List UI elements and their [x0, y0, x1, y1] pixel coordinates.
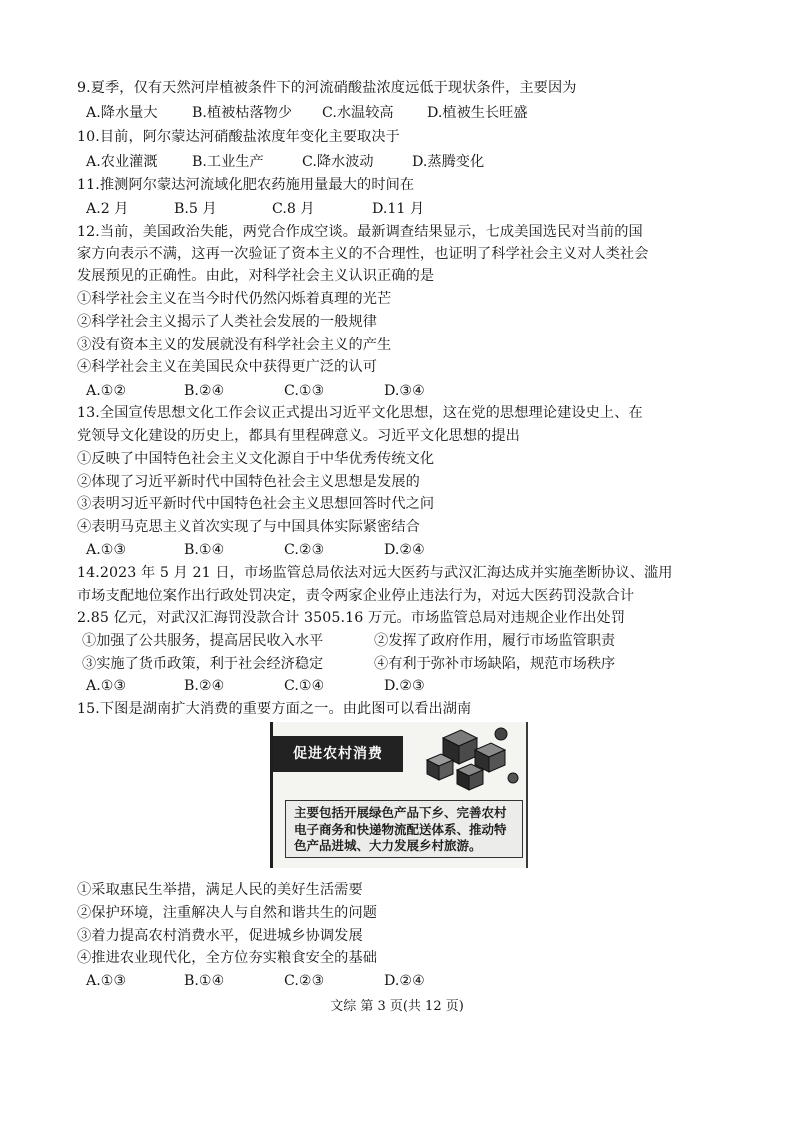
q13-stem-line-1: 13.全国宣传思想文化工作会议正式提出习近平文化思想，这在党的思想理论建设史上、在 — [77, 405, 643, 421]
q11-option-b: B.5 月 — [174, 201, 217, 217]
q11-stem: 11.推测阿尔蒙达河流域化肥农药施用量最大的时间在 — [77, 177, 415, 193]
q9-option-a: A.降水量大 — [86, 105, 158, 121]
q14-option-a: A.①③ — [86, 678, 127, 694]
q13-stem-line-2: 党领导文化建设的历史上，都具有里程碑意义。习近平文化思想的提出 — [77, 428, 520, 444]
q15-option-c: C.②③ — [284, 973, 325, 989]
q13-statement-2: ②体现了习近平新时代中国特色社会主义思想是发展的 — [77, 474, 420, 490]
q12-option-a: A.①② — [86, 383, 127, 399]
q12-statement-2: ②科学社会主义揭示了人类社会发展的一般规律 — [77, 314, 378, 330]
q11-option-d: D.11 月 — [372, 201, 425, 217]
q14-option-b: B.②④ — [184, 678, 225, 694]
q13-option-c: C.②③ — [284, 542, 325, 558]
q14-statement-3: ③实施了货币政策，利于社会经济稳定 — [82, 656, 324, 672]
q10-stem: 10.目前，阿尔蒙达河硝酸盐浓度年变化主要取决于 — [77, 129, 400, 145]
q12-option-c: C.①③ — [284, 383, 325, 399]
q14-stem-line-2: 市场支配地位案作出行政处罚决定，责令两家企业停止违法行为，对远大医药罚没款合计 — [77, 588, 635, 604]
q13-option-b: B.①④ — [184, 542, 225, 558]
q15-option-a: A.①③ — [86, 973, 127, 989]
q14-stem-line-3: 2.85 亿元，对武汉汇海罚没款合计 3505.16 万元。市场监管总局对违规企业作出处罚 — [77, 610, 626, 626]
q14-statement-4: ④有利于弥补市场缺陷，规范市场秩序 — [374, 656, 616, 672]
q11-option-a: A.2 月 — [86, 201, 129, 217]
figure-description-text: 主要包括开展绿色产品下乡、完善农村电子商务和快递物流配送体系、推动特色产品进城、大力发展乡村旅游。 — [294, 805, 507, 853]
figure-description-box — [285, 800, 523, 858]
q13-statement-3: ③表明习近平新时代中国特色社会主义思想回答时代之问 — [77, 496, 435, 512]
q14-stem-line-1: 14.2023 年 5 月 21 日，市场监管总局依法对远大医药与武汉汇海达成并实施垄断协议、滥用 — [77, 565, 673, 581]
q13-option-a: A.①③ — [86, 542, 127, 558]
q14-option-c: C.①④ — [284, 678, 325, 694]
q12-statement-3: ③没有资本主义的发展就没有科学社会主义的产生 — [77, 337, 392, 353]
rural-goods-illustration — [413, 724, 523, 796]
q14-statement-1: ①加强了公共服务，提高居民收入水平 — [82, 633, 324, 649]
q12-stem-line-2: 家方向表示不满，这再一次验证了资本主义的不合理性，也证明了科学社会主义对人类社会 — [77, 246, 649, 262]
q9-option-b: B.植被枯落物少 — [192, 105, 293, 121]
page-footer: 文综 第 3 页(共 12 页) — [330, 999, 464, 1014]
q14-option-d: D.②③ — [384, 678, 425, 694]
q15-statement-1: ①采取惠民生举措，满足人民的美好生活需要 — [77, 882, 363, 898]
q12-statement-1: ①科学社会主义在当今时代仍然闪烁着真理的光芒 — [77, 291, 392, 307]
q15-figure-poster — [270, 722, 528, 868]
q12-option-b: B.②④ — [184, 383, 225, 399]
q13-statement-1: ①反映了中国特色社会主义文化源自于中华优秀传统文化 — [77, 451, 435, 467]
q15-stem: 15.下图是湖南扩大消费的重要方面之一。由此图可以看出湖南 — [77, 701, 472, 717]
q10-option-c: C.降水波动 — [302, 154, 374, 170]
q15-option-d: D.②④ — [384, 973, 425, 989]
q12-stem-line-3: 发展预见的正确性。由此，对科学社会主义认识正确的是 — [77, 268, 435, 284]
q12-stem-line-1: 12.当前，美国政治失能，两党合作成空谈。最新调查结果显示，七成美国选民对当前的国 — [77, 224, 643, 240]
q15-statement-4: ④推进农业现代化，全方位夯实粮食安全的基础 — [77, 950, 378, 966]
q12-statement-4: ④科学社会主义在美国民众中获得更广泛的认可 — [77, 359, 378, 375]
q11-option-c: C.8 月 — [272, 201, 315, 217]
q9-option-d: D.植被生长旺盛 — [427, 105, 528, 121]
q13-statement-4: ④表明马克思主义首次实现了与中国具体实际紧密结合 — [77, 519, 420, 535]
q10-option-d: D.蒸腾变化 — [412, 154, 485, 170]
q15-option-b: B.①④ — [184, 973, 225, 989]
q9-option-c: C.水温较高 — [322, 105, 394, 121]
q10-option-a: A.农业灌溉 — [86, 154, 158, 170]
q12-option-d: D.③④ — [384, 383, 425, 399]
q10-option-b: B.工业生产 — [192, 154, 264, 170]
figure-title-banner: 促进农村消费 — [273, 736, 403, 772]
q14-statement-2: ②发挥了政府作用，履行市场监管职责 — [374, 633, 616, 649]
q15-statement-3: ③着力提高农村消费水平，促进城乡协调发展 — [77, 928, 363, 944]
q13-option-d: D.②④ — [384, 542, 425, 558]
q15-statement-2: ②保护环境，注重解决人与自然和谐共生的问题 — [77, 905, 378, 921]
q9-stem: 9.夏季，仅有天然河岸植被条件下的河流硝酸盐浓度远低于现状条件，主要因为 — [77, 80, 577, 96]
